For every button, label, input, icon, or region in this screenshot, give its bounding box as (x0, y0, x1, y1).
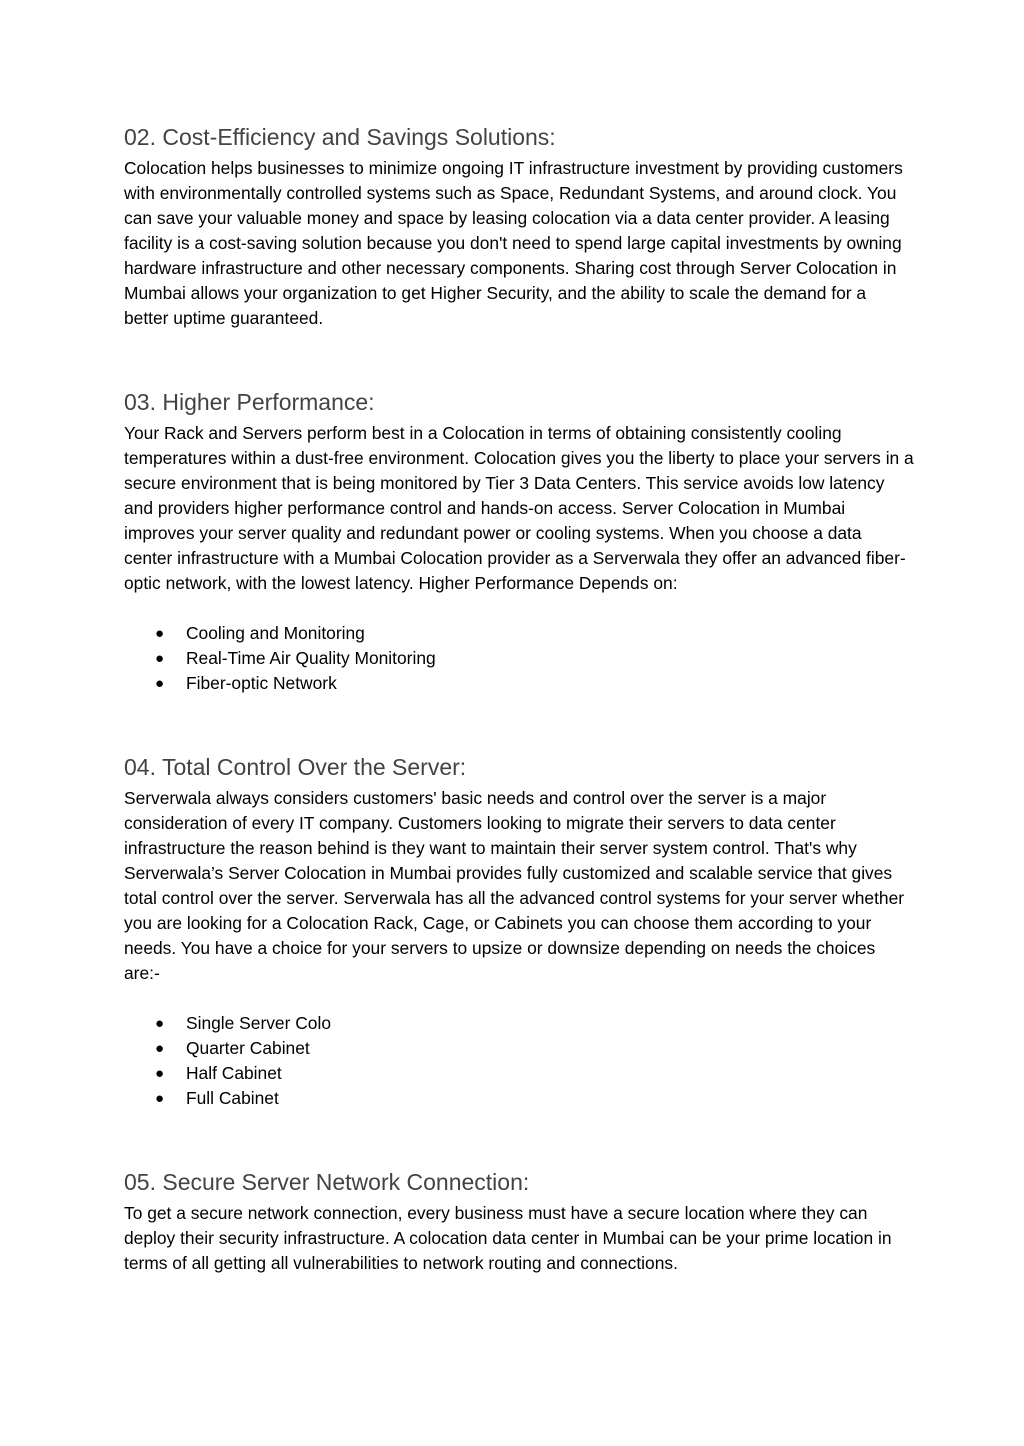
section-heading: 04. Total Control Over the Server: (124, 754, 467, 780)
bullet-icon: ● (155, 675, 165, 692)
list-item (124, 1061, 914, 1086)
section-cost-efficiency (124, 120, 914, 331)
section-paragraph: To get a secure network connection, every business must have a secure location where they can deploy their security infrastructure. A colocation data center in Mumbai can be your prime location in terms of all getting all vulnerabilities to network routing and connections. (124, 1203, 892, 1273)
list-item (124, 671, 914, 696)
section-paragraph: Your Rack and Servers perform best in a Colocation in terms of obtaining consistently cooling temperatures within a dust-free environment. Colocation gives you the liberty to place your servers in a secure environment that is being monitored by Tier 3 Data Centers. This service avoids low latency and providers higher performance control and hands-on access. Server Colocation in Mumbai improves your server quality and redundant power or cooling systems. When you choose a data center infrastructure with a Mumbai Colocation provider as a Serverwala they offer an advanced fiber-optic network, with the lowest latency. Higher Performance Depends on: (124, 423, 914, 593)
section-total-control (124, 750, 914, 1111)
list-item-text: Full Cabinet (186, 1088, 279, 1108)
list-item-text: Single Server Colo (186, 1013, 331, 1033)
bullet-icon: ● (155, 1090, 165, 1107)
list-item (124, 1011, 914, 1036)
section-heading: 05. Secure Server Network Connection: (124, 1169, 530, 1195)
bullet-list (124, 1011, 914, 1111)
bullet-icon: ● (155, 650, 165, 667)
list-item-text: Fiber-optic Network (186, 673, 337, 693)
list-item (124, 1036, 914, 1061)
list-item-text: Half Cabinet (186, 1063, 282, 1083)
list-item-text: Real-Time Air Quality Monitoring (186, 648, 436, 668)
section-paragraph: Colocation helps businesses to minimize ongoing IT infrastructure investment by providing customers with environmentally controlled systems such as Space, Redundant Systems, and around clock. You can save your valuable money and space by leasing colocation via a data center provider. A leasing facility is a cost-saving solution because you don't need to spend large capital investments by owning hardware infrastructure and other necessary components. Sharing cost through Server Colocation in Mumbai allows your organization to get Higher Security, and the ability to scale the demand for a better uptime guaranteed. (124, 158, 903, 328)
list-item-text: Cooling and Monitoring (186, 623, 365, 643)
section-heading: 02. Cost-Efficiency and Savings Solutions: (124, 124, 556, 150)
list-item (124, 646, 914, 671)
list-item (124, 1086, 914, 1111)
bullet-icon: ● (155, 1040, 165, 1057)
bullet-icon: ● (155, 625, 165, 642)
list-item (124, 621, 914, 646)
document-page (124, 120, 914, 1276)
bullet-list (124, 621, 914, 696)
list-item-text: Quarter Cabinet (186, 1038, 310, 1058)
section-secure-network (124, 1165, 914, 1276)
section-heading: 03. Higher Performance: (124, 389, 375, 415)
section-higher-performance (124, 385, 914, 696)
bullet-icon: ● (155, 1065, 165, 1082)
bullet-icon: ● (155, 1015, 165, 1032)
section-paragraph: Serverwala always considers customers' basic needs and control over the server is a major consideration of every IT company. Customers looking to migrate their servers to data center infrastructure the reason behind is they want to maintain their server system control. That's why Serverwala’s Server Colocation in Mumbai provides fully customized and scalable service that gives total control over the server. Serverwala has all the advanced control systems for your server whether you are looking for a Colocation Rack, Cage, or Cabinets you can choose them according to your needs. You have a choice for your servers to upsize or downsize depending on needs the choices are:- (124, 788, 905, 983)
